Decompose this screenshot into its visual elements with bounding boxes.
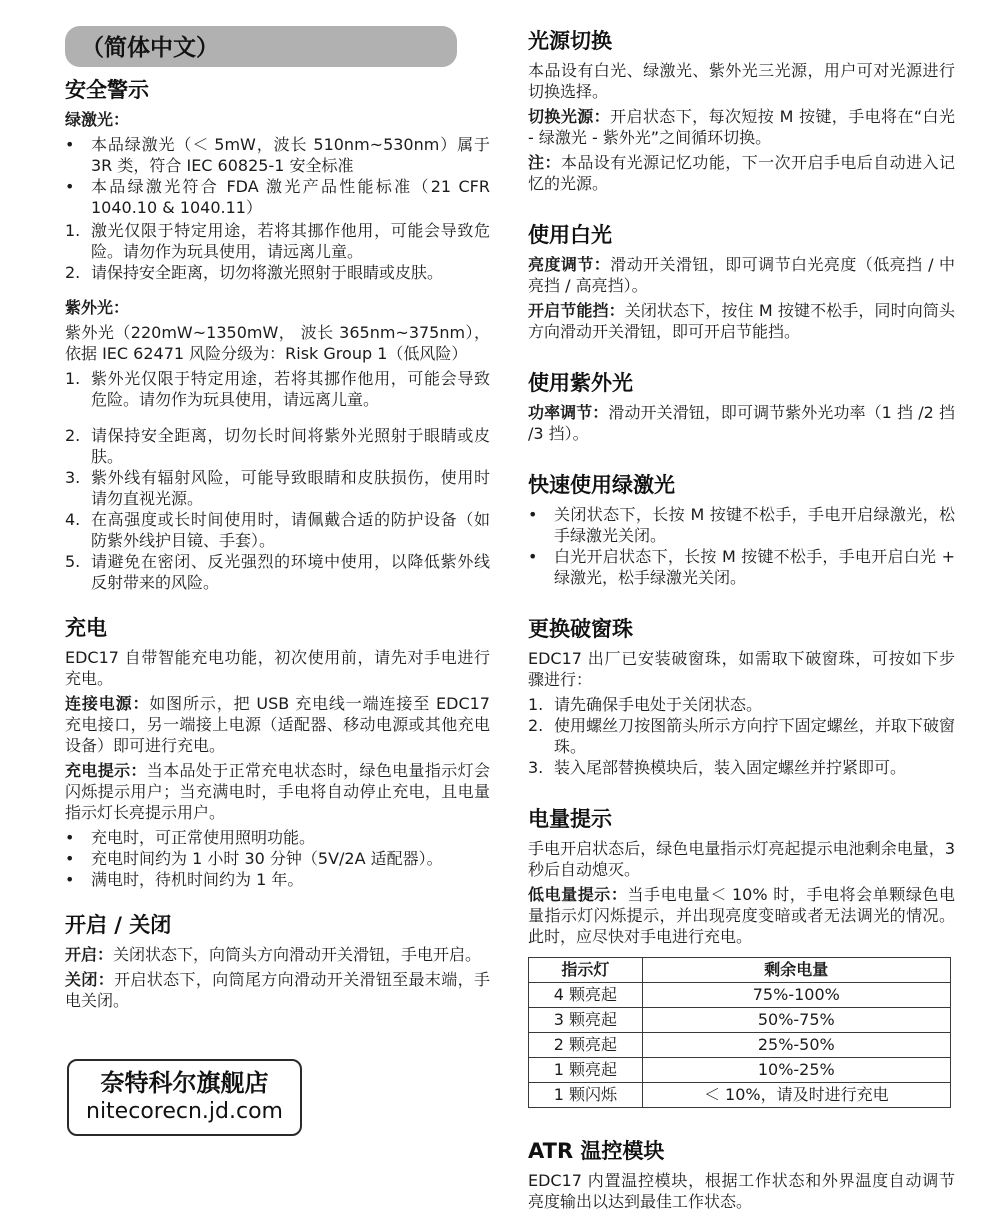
list-item <box>65 368 490 410</box>
battery-intro: 手电开启状态后，绿色电量指示灯亮起提示电池剩余电量，3 秒后自动熄灭。 <box>528 839 955 879</box>
section-green-laser-quick <box>528 472 955 588</box>
table-cell-capacity: 10%-25% <box>642 1058 950 1083</box>
section-uv-light <box>528 370 955 444</box>
charging-tip <box>65 760 490 823</box>
list-number: 1. <box>65 369 81 388</box>
section-title-atr: ATR 温控模块 <box>528 1139 665 1163</box>
low-battery-label: 低电量提示： <box>528 885 628 904</box>
turn-on-label: 开启： <box>65 945 114 964</box>
section-title-safety: 安全警示 <box>65 78 149 102</box>
memory-note-paragraph <box>528 152 955 194</box>
list-item <box>65 467 490 509</box>
list-item-text: 请保持安全距离，切勿将激光照射于眼睛或皮肤。 <box>91 263 444 282</box>
section-title-green-quick: 快速使用绿激光 <box>528 473 675 497</box>
table-row <box>529 1008 951 1033</box>
list-item <box>65 262 490 283</box>
turn-off-text: 开启状态下，向筒尾方向滑动开关滑钮至最末端，手电关闭。 <box>65 970 490 1010</box>
list-item <box>528 757 955 778</box>
list-item-text: 激光仅限于特定用途，若将其挪作他用，可能会导致危险。请勿作为玩具使用，请远离儿童。 <box>91 221 490 261</box>
list-item-text: 本品绿激光（＜ 5mW，波长 510nm~530nm）属于 3R 类，符合 IEC 60825-1 安全标准 <box>91 135 490 175</box>
uv-intro: 紫外光（220mW~1350mW， 波长 365nm~375nm），依据 IEC 62471 风险分级为：Risk Group 1（低风险） <box>65 323 490 363</box>
section-title-on-off: 开启 / 关闭 <box>65 913 172 937</box>
list-item-text: 紫外线有辐射风险，可能导致眼睛和皮肤损伤，使用时请勿直视光源。 <box>91 468 490 508</box>
list-item-text: 关闭状态下，长按 M 按键不松手，手电开启绿激光，松手绿激光关闭。 <box>554 505 955 545</box>
list-item <box>65 134 490 176</box>
section-glass-breaker <box>528 616 955 778</box>
table-row <box>529 1083 951 1108</box>
green-laser-numbered-list <box>65 220 490 283</box>
table-row <box>529 983 951 1008</box>
uv-power-label: 功率调节： <box>528 403 609 422</box>
section-white-light <box>528 222 955 342</box>
list-item-text: 使用螺丝刀按图箭头所示方向拧下固定螺丝，并取下破窗珠。 <box>554 716 955 756</box>
bullet-marker: • <box>65 849 75 868</box>
table-cell-capacity: 50%-75% <box>642 1008 950 1033</box>
table-row <box>529 1058 951 1083</box>
brightness-paragraph <box>528 254 955 296</box>
charging-intro: EDC17 自带智能充电功能，初次使用前，请先对手电进行充电。 <box>65 648 490 688</box>
list-item <box>65 176 490 218</box>
bullet-marker: • <box>528 505 538 524</box>
bullet-marker: • <box>65 177 75 196</box>
table-cell-indicator: 2 颗亮起 <box>529 1033 643 1058</box>
list-item <box>65 425 490 467</box>
charging-tip-label: 充电提示： <box>65 761 147 780</box>
list-item-text: 在高强度或长时间使用时，请佩戴合适的防护设备（如防紫外线护目镜、手套）。 <box>91 510 490 550</box>
store-info-box <box>67 1059 302 1136</box>
list-item <box>65 848 490 869</box>
store-url: nitecorecn.jd.com <box>86 1099 283 1124</box>
bullet-marker: • <box>528 547 538 566</box>
list-item <box>528 715 955 757</box>
list-number: 2. <box>528 716 544 735</box>
list-item-text: 请保持安全距离，切勿长时间将紫外光照射于眼睛或皮肤。 <box>91 426 490 466</box>
table-cell-capacity: ＜ 10%，请及时进行充电 <box>642 1083 950 1108</box>
uv-power-paragraph <box>528 402 955 444</box>
low-battery-paragraph <box>528 884 955 947</box>
list-number: 3. <box>528 758 544 777</box>
glass-breaker-steps <box>528 694 955 778</box>
table-cell-indicator: 4 颗亮起 <box>529 983 643 1008</box>
section-title-uv-light: 使用紫外光 <box>528 371 633 395</box>
list-item-text: 白光开启状态下，长按 M 按键不松手，手电开启白光 + 绿激光，松手绿激光关闭。 <box>554 547 955 587</box>
table-header-indicator: 指示灯 <box>529 958 643 983</box>
list-item-text: 请避免在密闭、反光强烈的环境中使用，以降低紫外线反射带来的风险。 <box>91 552 490 592</box>
turn-off-label: 关闭： <box>65 970 115 989</box>
uv-label: 紫外光： <box>65 298 130 317</box>
section-atr-module <box>528 1138 955 1212</box>
green-laser-label: 绿激光： <box>65 110 130 129</box>
section-title-glass-breaker: 更换破窗珠 <box>528 617 633 641</box>
note-text: 本品设有光源记忆功能，下一次开启手电后自动进入记忆的光源。 <box>528 153 955 193</box>
store-name: 奈特科尔旗舰店 <box>100 1069 269 1097</box>
section-title-source-switch: 光源切换 <box>528 29 612 53</box>
bullet-marker: • <box>65 135 75 154</box>
green-quick-bullet-list <box>528 504 955 588</box>
list-number: 1. <box>65 221 81 240</box>
section-safety-warning <box>65 77 490 593</box>
language-badge: （简体中文） <box>65 26 457 67</box>
list-item-text: 满电时，待机时间约为 1 年。 <box>91 870 304 889</box>
list-number: 1. <box>528 695 544 714</box>
table-cell-indicator: 3 颗亮起 <box>529 1008 643 1033</box>
list-item <box>65 551 490 593</box>
list-item-text: 装入尾部替换模块后，装入固定螺丝并拧紧即可。 <box>554 758 907 777</box>
atr-text: EDC17 内置温控模块，根据工作状态和外界温度自动调节亮度输出以达到最佳工作状态。 <box>528 1171 955 1211</box>
section-charging <box>65 615 490 890</box>
table-header-capacity: 剩余电量 <box>642 958 950 983</box>
left-column <box>65 26 490 1216</box>
list-item <box>528 694 955 715</box>
uv-power-text: 滑动开关滑钮，即可调节紫外光功率（1 挡 /2 挡 /3 挡）。 <box>528 403 955 443</box>
list-item-text: 充电时，可正常使用照明功能。 <box>91 828 316 847</box>
list-item <box>65 869 490 890</box>
connect-power-label: 连接电源： <box>65 694 150 713</box>
note-label: 注： <box>528 153 561 172</box>
uv-numbered-list <box>65 368 490 593</box>
turn-on-paragraph <box>65 944 490 965</box>
charging-connect <box>65 693 490 756</box>
battery-level-table <box>528 957 951 1108</box>
list-item-text: 请先确保手电处于关闭状态。 <box>554 695 763 714</box>
brightness-text: 滑动开关滑钮，即可调节白光亮度（低亮挡 / 中亮挡 / 高亮挡）。 <box>528 255 955 295</box>
bullet-marker: • <box>65 870 75 889</box>
charging-tip-text: 当本品处于正常充电状态时，绿色电量指示灯会闪烁提示用户；当充满电时，手电将自动停止充电，且电量指示灯长亮提示用户。 <box>65 761 490 822</box>
section-on-off <box>65 912 490 1011</box>
section-light-source-switch <box>528 28 955 194</box>
connect-power-text: 如图所示，把 USB 充电线一端连接至 EDC17 充电接口，另一端接上电源（适配器、移动电源或其他充电设备）即可进行充电。 <box>65 694 490 755</box>
list-number: 5. <box>65 552 81 571</box>
list-number: 2. <box>65 263 81 282</box>
section-title-charging: 充电 <box>65 616 107 640</box>
list-item <box>65 220 490 262</box>
switch-source-paragraph <box>528 106 955 148</box>
list-number: 4. <box>65 510 81 529</box>
turn-off-paragraph <box>65 969 490 1011</box>
green-laser-bullet-list <box>65 134 490 218</box>
table-cell-capacity: 75%-100% <box>642 983 950 1008</box>
switch-source-text: 开启状态下，每次短按 M 按键，手电将在“白光 - 绿激光 - 紫外光”之间循环切换。 <box>528 107 955 147</box>
list-item <box>65 827 490 848</box>
list-item-text: 充电时间约为 1 小时 30 分钟（5V/2A 适配器）。 <box>91 849 443 868</box>
brightness-label: 亮度调节： <box>528 255 611 274</box>
source-switch-intro: 本品设有白光、绿激光、紫外光三光源，用户可对光源进行切换选择。 <box>528 61 955 101</box>
turn-on-text: 关闭状态下，向筒头方向滑动开关滑钮，手电开启。 <box>113 945 482 964</box>
bullet-marker: • <box>65 828 75 847</box>
table-cell-capacity: 25%-50% <box>642 1033 950 1058</box>
section-battery-indicator <box>528 806 955 1108</box>
table-header-row <box>529 958 951 983</box>
list-item <box>65 509 490 551</box>
table-cell-indicator: 1 颗亮起 <box>529 1058 643 1083</box>
eco-mode-text: 关闭状态下，按住 M 按键不松手，同时向筒头方向滑动开关滑钮，即可开启节能挡。 <box>528 301 955 341</box>
list-item <box>528 504 955 546</box>
charging-bullet-list <box>65 827 490 890</box>
section-title-white-light: 使用白光 <box>528 223 612 247</box>
eco-mode-paragraph <box>528 300 955 342</box>
section-title-battery: 电量提示 <box>528 807 612 831</box>
right-column <box>528 26 955 1216</box>
list-item-text: 本品绿激光符合 FDA 激光产品性能标准（21 CFR 1040.10 & 1040.11） <box>91 177 490 217</box>
table-row <box>529 1033 951 1058</box>
glass-breaker-intro: EDC17 出厂已安装破窗珠，如需取下破窗珠，可按如下步骤进行： <box>528 649 955 689</box>
eco-mode-label: 开启节能挡： <box>528 301 625 320</box>
switch-source-label: 切换光源： <box>528 107 611 126</box>
list-number: 3. <box>65 468 81 487</box>
list-number: 2. <box>65 426 81 445</box>
low-battery-text: 当手电电量＜ 10% 时，手电将会单颗绿色电量指示灯闪烁提示，并出现亮度变暗或者无法调光的情况。此时，应尽快对手电进行充电。 <box>528 885 955 946</box>
list-item-text: 紫外光仅限于特定用途，若将其挪作他用，可能会导致危险。请勿作为玩具使用，请远离儿童。 <box>91 369 490 409</box>
list-item <box>528 546 955 588</box>
table-cell-indicator: 1 颗闪烁 <box>529 1083 643 1108</box>
